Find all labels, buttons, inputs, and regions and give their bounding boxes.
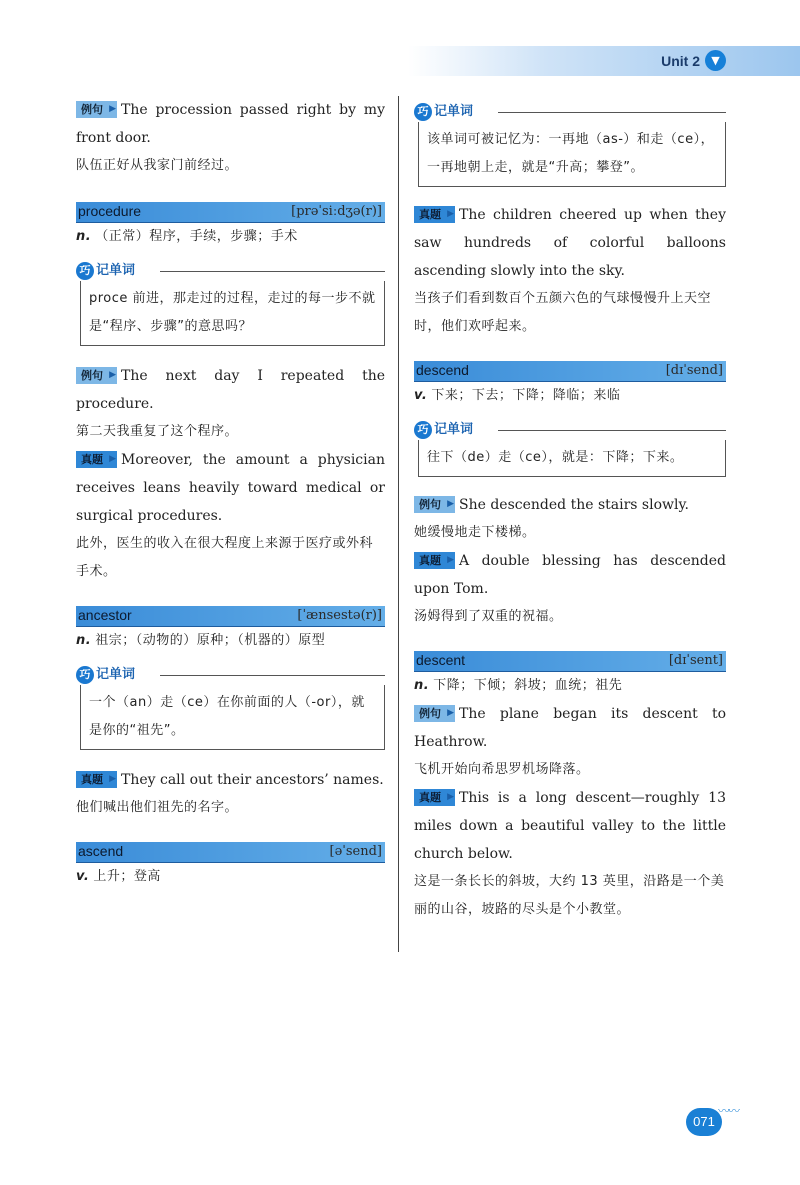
exam-sentence: 真题 ▶ A double blessing has descended upon Tom. — [414, 547, 726, 603]
memo-title: 巧 记单词 — [76, 261, 385, 281]
entry-definition: n. 祖宗；（动物的）原种；（机器的）原型 — [76, 633, 326, 648]
example-tag: 例句 ▶ — [76, 367, 117, 384]
example-tag: 例句 ▶ — [414, 705, 455, 722]
exam-translation: 当孩子们看到数百个五颜六色的气球慢慢升上天空时，他们欢呼起来。 — [414, 291, 712, 334]
memo-box-descend — [414, 420, 726, 477]
part-of-speech: n. — [76, 633, 92, 648]
memo-box-ascend — [414, 102, 726, 187]
example-tag: 例句 ▶ — [414, 496, 455, 513]
entry-word: descent — [416, 652, 466, 668]
entry-header-ascend — [76, 842, 385, 863]
memo-rule — [498, 430, 726, 431]
part-of-speech: n. — [76, 229, 92, 244]
entry-definition: n. （正常）程序，手续，步骤；手术 — [76, 229, 298, 244]
example-translation: 队伍正好从我家门前经过。 — [76, 158, 239, 173]
left-column — [76, 96, 385, 891]
memo-badge-icon: 巧 — [414, 103, 432, 121]
memo-box-ancestor — [76, 665, 385, 750]
part-of-speech: v. — [76, 869, 90, 884]
wave-icon: 〰〰 — [718, 1104, 739, 1118]
exam-tag: 真题 ▶ — [414, 206, 455, 223]
example-translation: 飞机开始向希思罗机场降落。 — [414, 762, 590, 777]
exam-sentence: 真题 ▶ This is a long descent—roughly 13 miles down a beautiful valley to the little church below. — [414, 784, 726, 868]
exam-sentence: 真题 ▶ They call out their ancestors’ names. — [76, 766, 385, 794]
entry-phonetic: [dɪˈsent] — [668, 653, 723, 668]
entry-word: ancestor — [78, 607, 132, 623]
exam-translation: 此外，医生的收入在很大程度上来源于医疗或外科手术。 — [76, 536, 374, 579]
memo-badge-icon: 巧 — [76, 666, 94, 684]
memo-rule — [160, 675, 385, 676]
exam-translation: 汤姆得到了双重的祝福。 — [414, 609, 563, 624]
memo-title: 巧 记单词 — [76, 665, 385, 685]
entry-word: procedure — [78, 203, 142, 219]
exam-tag: 真题 ▶ — [414, 552, 455, 569]
entry-definition: v. 上升；登高 — [76, 869, 161, 884]
exam-tag: 真题 ▶ — [414, 789, 455, 806]
entry-phonetic: [dɪˈsend] — [665, 363, 723, 378]
entry-word: ascend — [78, 843, 124, 859]
exam-sentence: 真题 ▶ The children cheered up when they saw hundreds of colorful balloons ascending slowly into the sky. — [414, 201, 726, 285]
exam-tag: 真题 ▶ — [76, 451, 117, 468]
exam-translation: 他们喊出他们祖先的名字。 — [76, 800, 239, 815]
memo-title: 巧 记单词 — [414, 102, 726, 122]
entry-phonetic: [əˈsend] — [329, 844, 382, 859]
entry-definition: v. 下来；下去；下降；降临；来临 — [414, 388, 621, 403]
entry-header-ancestor — [76, 606, 385, 627]
part-of-speech: n. — [414, 678, 430, 693]
right-column — [414, 96, 726, 924]
example-translation: 第二天我重复了这个程序。 — [76, 424, 239, 439]
entry-header-descend — [414, 361, 726, 382]
exam-translation: 这是一条长长的斜坡，大约 13 英里，沿路是一个美丽的山谷，坡路的尽头是个小教堂。 — [414, 874, 725, 917]
exam-tag: 真题 ▶ — [76, 771, 117, 788]
memo-text: proce 前进，那走过的过程，走过的每一步不就是“程序、步骤”的意思吗？ — [80, 281, 385, 346]
entry-definition: n. 下降；下倾；斜坡；血统；祖先 — [414, 678, 623, 693]
example-sentence: 例句 ▶ The procession passed right by my front door. — [76, 96, 385, 152]
page-number: 071 — [686, 1108, 722, 1136]
memo-rule — [498, 112, 726, 113]
entry-phonetic: [prəˈsiːdʒə(r)] — [291, 204, 382, 219]
example-sentence: 例句 ▶ The plane began its descent to Heathrow. — [414, 700, 726, 756]
column-divider — [398, 96, 399, 952]
memo-title: 巧 记单词 — [414, 420, 726, 440]
memo-badge-icon: 巧 — [76, 262, 94, 280]
entry-header-procedure — [76, 202, 385, 223]
memo-text: 该单词可被记忆为：一再地（as-）和走（ce），一再地朝上走，就是“升高；攀登”。 — [418, 122, 726, 187]
memo-rule — [160, 271, 385, 272]
entry-header-descent — [414, 651, 726, 672]
chevron-down-icon: ▼ — [705, 50, 726, 71]
memo-text: 一个（an）走（ce）在你前面的人（-or），就是你的“祖先”。 — [80, 685, 385, 750]
example-tag: 例句 ▶ — [76, 101, 117, 118]
entry-phonetic: [ˈænsestə(r)] — [297, 608, 382, 623]
example-translation: 她缓慢地走下楼梯。 — [414, 525, 536, 540]
memo-box-procedure — [76, 261, 385, 346]
exam-sentence: 真题 ▶ Moreover, the amount a physician receives leans heavily toward medical or surgical procedures. — [76, 446, 385, 530]
entry-word: descend — [416, 362, 469, 378]
memo-badge-icon: 巧 — [414, 421, 432, 439]
unit-label: Unit 2 — [661, 53, 700, 69]
unit-header — [408, 46, 800, 76]
example-sentence: 例句 ▶ The next day I repeated the procedure. — [76, 362, 385, 418]
example-sentence: 例句 ▶ She descended the stairs slowly. — [414, 491, 726, 519]
memo-text: 往下（de）走（ce），就是：下降；下来。 — [418, 440, 726, 477]
part-of-speech: v. — [414, 388, 428, 403]
